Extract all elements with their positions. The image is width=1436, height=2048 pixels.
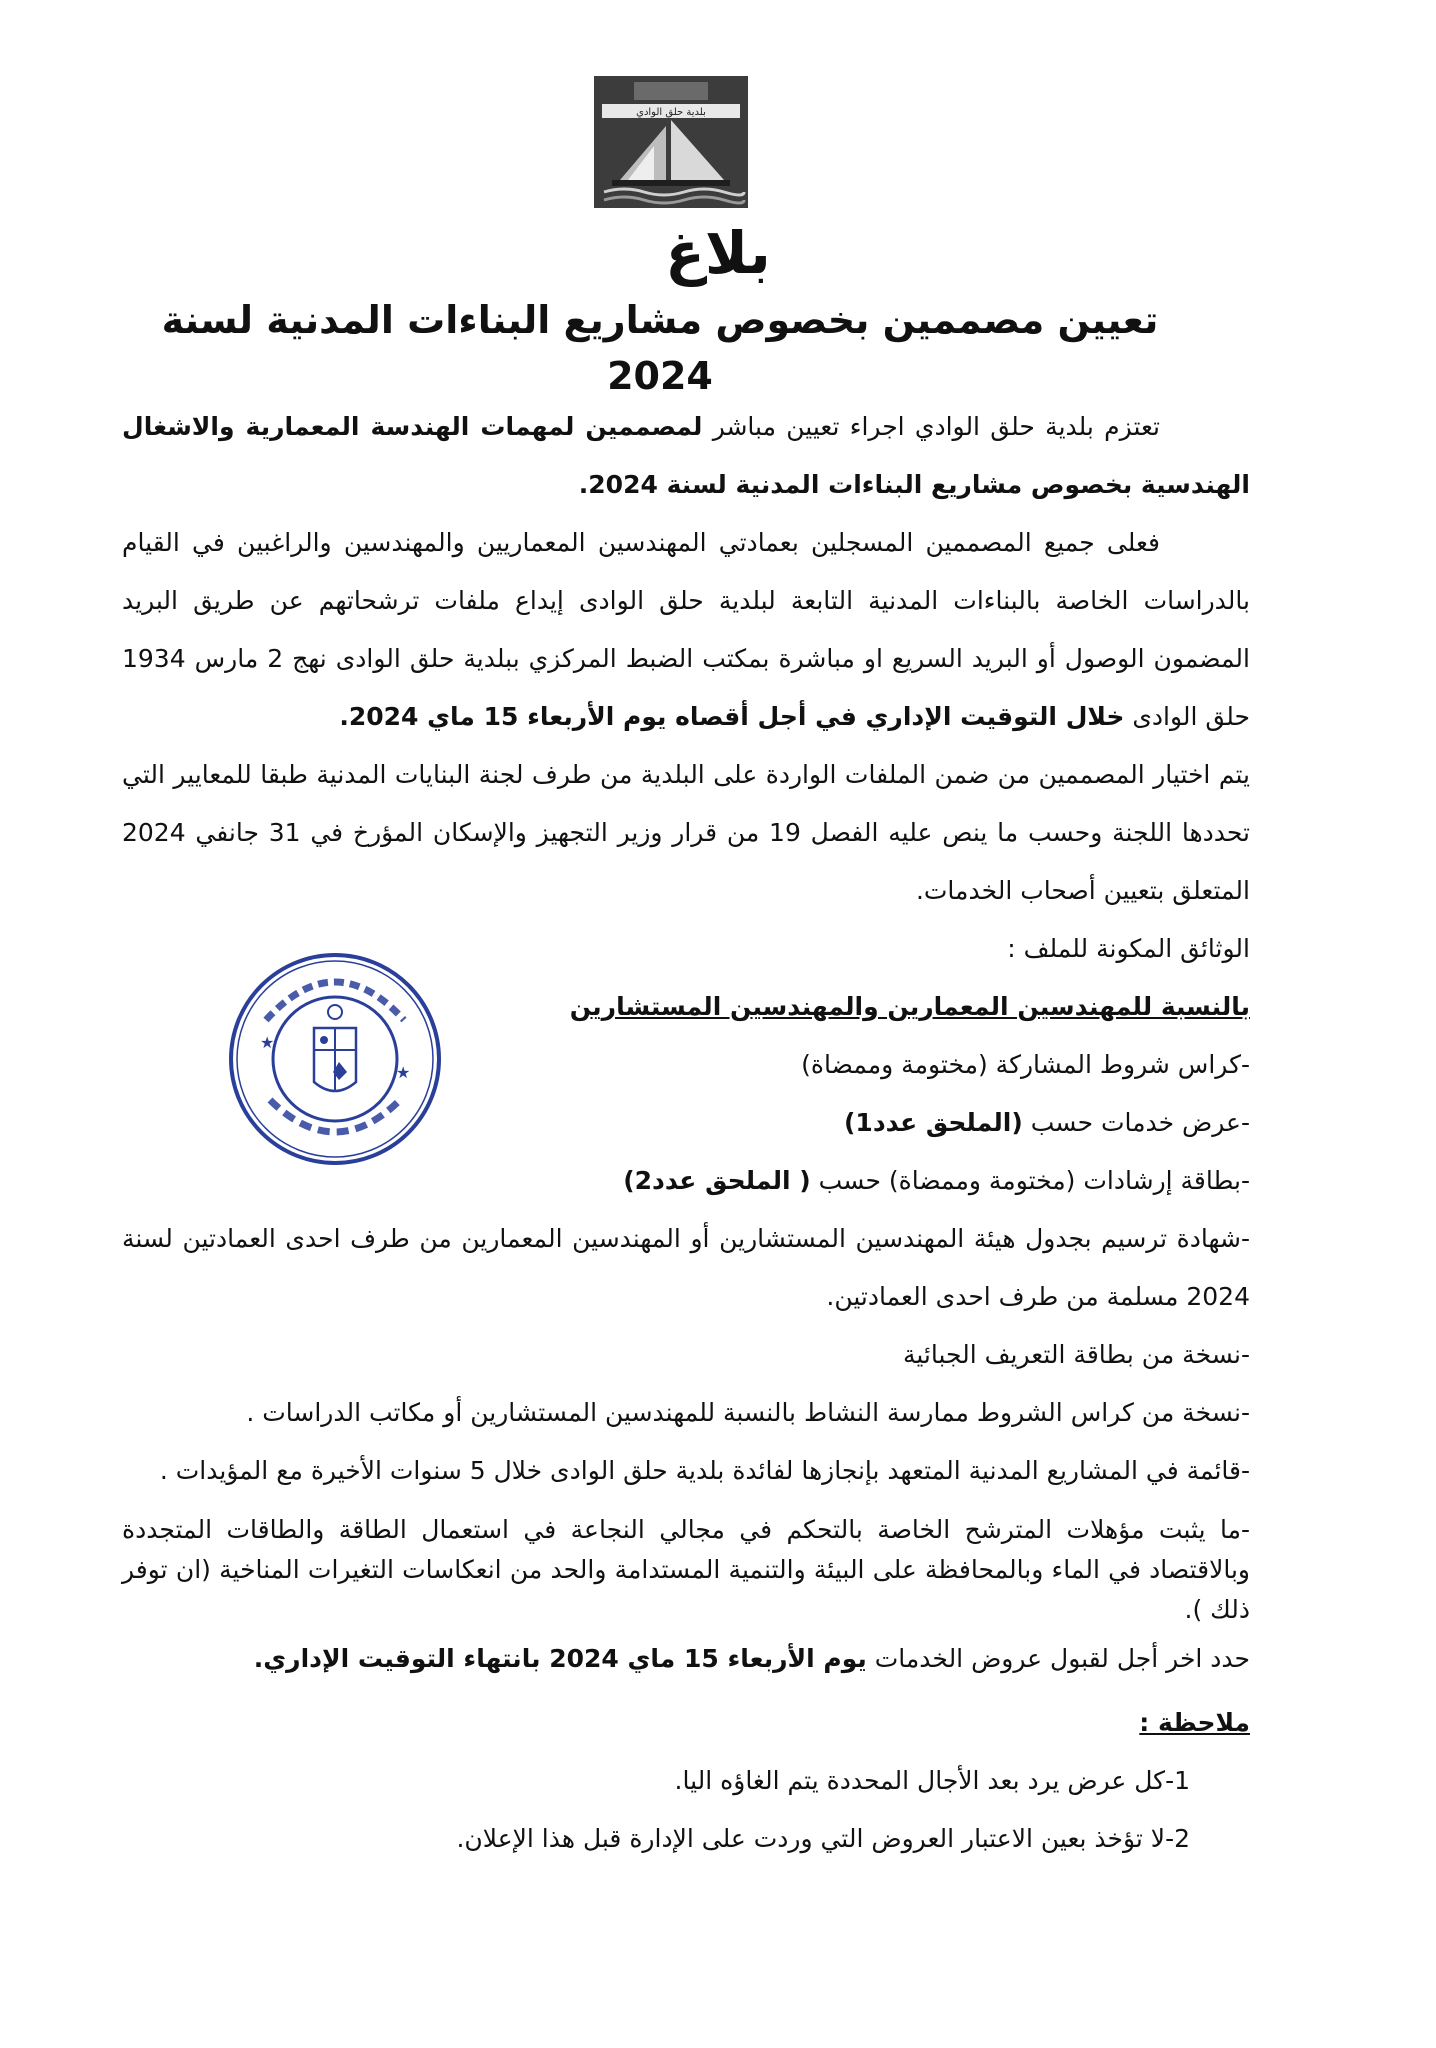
instructions-paragraph: فعلى جميع المصممين المسجلين بعمادتي المهندسين المعماريين والمهندسين والراغبين في القيام بالدراسات الخاصة بالبناءات المدنية التابعة لبلدية حلق الوادى إيداع ملفات ترشحاتهم عن طريق البريد المضمون الوصول أو البريد السريع او مباشرة بمكتب الضبط المركزي ببلدية حلق الوادى نهج 2 مارس 1934 حلق الوادى خلال التوقيت الإداري في أجل أقصاه يوم الأربعاء 15 ماي 2024. bbox=[122, 528, 1250, 731]
selection-paragraph: يتم اختيار المصممين من ضمن الملفات الواردة على البلدية من طرف لجنة البنايات المدنية طبقا للمعايير التي تحددها اللجنة وحسب ما ينص عليه الفصل 19 من قرار وزير التجهيز والإسكان المؤرخ في 31 جانفي 2024 المتعلق بتعيين أصحاب الخدمات. bbox=[122, 760, 1250, 905]
list-item: -بطاقة إرشادات (مختومة وممضاة) حسب ( الملحق عدد2) bbox=[623, 1166, 1250, 1195]
svg-text:★: ★ bbox=[396, 1063, 411, 1082]
page-subtitle: تعيين مصممين بخصوص مشاريع البناءات المدنية لسنة 2024 bbox=[161, 298, 1159, 398]
logo-caption: بلدية حلق الوادي bbox=[636, 107, 706, 118]
list-item: -ما يثبت مؤهلات المترشح الخاصة بالتحكم في مجالي النجاعة في استعمال الطاقة والطاقات المتجددة وبالاقتصاد في الماء وبالمحافظة على البيئة والتنمية المستدامة والحد من انعكاسات التغيرات المناخية (ان توفر ذلك ). bbox=[122, 1515, 1250, 1624]
notes-heading: ملاحظة : bbox=[1139, 1708, 1250, 1737]
note-item: 1-كل عرض يرد بعد الأجال المحددة يتم الغاؤه اليا. bbox=[674, 1766, 1190, 1795]
list-item: -قائمة في المشاريع المدنية المتعهد بإنجازها لفائدة بلدية حلق الوادى خلال 5 سنوات الأخيرة مع المؤيدات . bbox=[159, 1456, 1250, 1485]
list-item: -شهادة ترسيم بجدول هيئة المهندسين المستشارين أو المهندسين المعمارين من طرف احدى العمادتين لسنة 2024 مسلمة من طرف احدى العمادتين. bbox=[122, 1224, 1250, 1311]
svg-text:★: ★ bbox=[260, 1033, 275, 1052]
section-heading: بالنسبة للمهندسين المعمارين والمهندسين المستشارين bbox=[569, 992, 1250, 1021]
list-item: -كراس شروط المشاركة (مختومة وممضاة) bbox=[801, 1050, 1250, 1079]
intro-paragraph: تعتزم بلدية حلق الوادي اجراء تعيين مباشر لمصممين لمهمات الهندسة المعمارية والاشغال الهندسية بخصوص مشاريع البناءات المدنية لسنة 2024. bbox=[122, 412, 1250, 499]
list-item: -عرض خدمات حسب (الملحق عدد1) bbox=[843, 1108, 1250, 1137]
note-item: 2-لا تؤخذ بعين الاعتبار العروض التي وردت على الإدارة قبل هذا الإعلان. bbox=[456, 1824, 1190, 1853]
deadline-paragraph: حدد اخر أجل لقبول عروض الخدمات يوم الأربعاء 15 ماي 2024 بانتهاء التوقيت الإداري. bbox=[253, 1644, 1250, 1673]
page-title: بلاغ bbox=[665, 219, 771, 287]
list-item: -نسخة من كراس الشروط ممارسة النشاط بالنسبة للمهندسين المستشارين أو مكاتب الدراسات . bbox=[246, 1398, 1250, 1427]
municipality-logo-icon bbox=[594, 76, 748, 208]
official-stamp-icon bbox=[226, 950, 444, 1168]
list-item: -نسخة من بطاقة التعريف الجبائية bbox=[902, 1340, 1250, 1369]
documents-label: الوثائق المكونة للملف : bbox=[1007, 934, 1250, 963]
